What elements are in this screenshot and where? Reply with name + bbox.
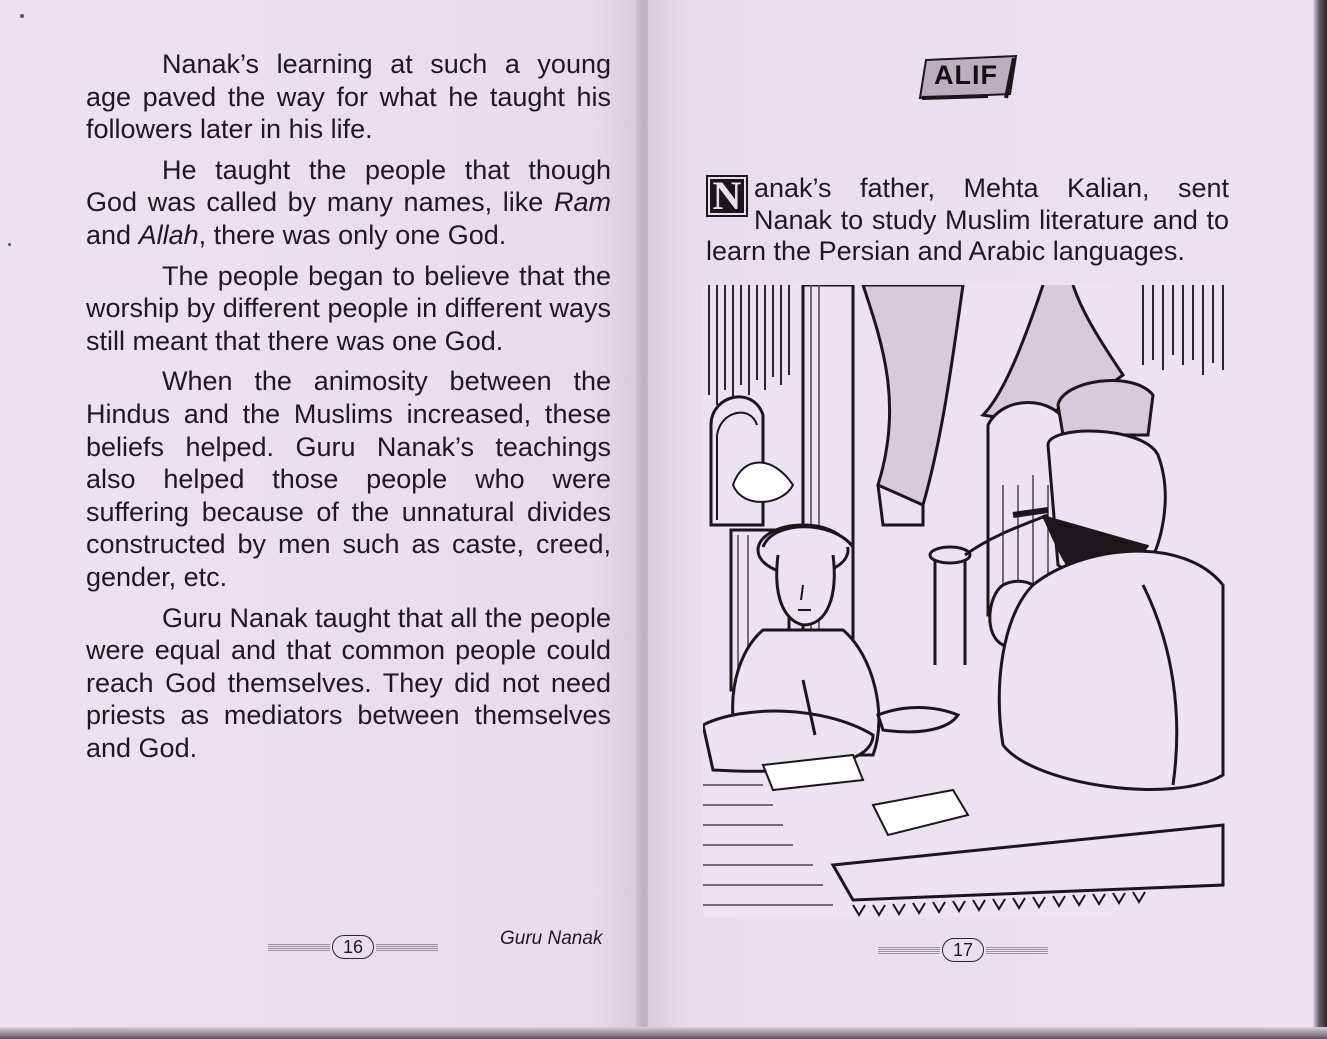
- folio-rule: [986, 947, 1048, 954]
- page-number: 16: [332, 935, 374, 959]
- alif-badge: [918, 54, 1022, 100]
- paragraph: Guru Nanak taught that all the people were equal and that common people could reach God themselves. They did not need priests as mediators between themselves and God.: [86, 602, 611, 763]
- paragraph: anak’s father, Mehta Kalian, sent Nanak to study Muslim literature and to learn the Persian and Arabic languages.: [706, 173, 1229, 266]
- folio-rule: [268, 944, 330, 951]
- badge-label: ALIF: [934, 60, 998, 90]
- teacher-student-illustration: [703, 285, 1228, 917]
- drop-cap: N: [706, 175, 748, 217]
- left-page-text: [86, 48, 611, 772]
- paragraph: He taught the people that though God was called by many names, like Ram and Allah, there was only one God.: [86, 154, 611, 250]
- left-page: [0, 0, 640, 1039]
- right-page-text: [706, 173, 1229, 268]
- speck: [8, 243, 11, 246]
- book-edge-right: [1313, 0, 1327, 1039]
- page-number: 17: [942, 938, 984, 962]
- speck: [20, 14, 24, 18]
- paragraph: Nanak’s learning at such a young age paved the way for what he taught his followers later in his life.: [86, 49, 611, 145]
- running-title: Guru Nanak: [500, 928, 603, 949]
- page-number-right: [878, 938, 1048, 962]
- paragraph: The people began to believe that the worship by different people in different ways still meant that there was one God.: [86, 260, 611, 356]
- paragraph: When the animosity between the Hindus and the Muslims increased, these beliefs helped. Guru Nanak’s teachings also helped those people who were suffering because of the unnatural divides constructed by men such as caste, creed, gender, etc.: [86, 366, 611, 592]
- book-edge-bottom: [0, 1027, 1327, 1039]
- folio-rule: [376, 944, 438, 951]
- folio-rule: [878, 947, 940, 954]
- page-number-left: [268, 935, 438, 959]
